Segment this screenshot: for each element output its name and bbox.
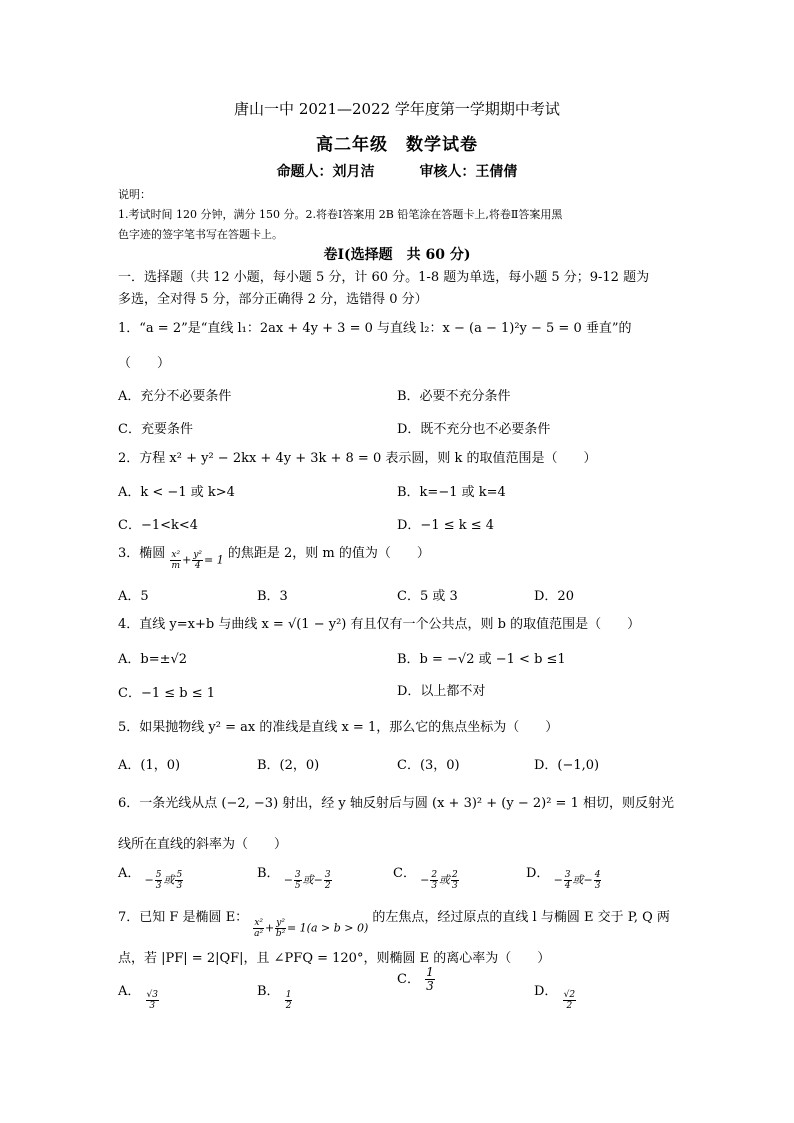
reviewer: 审核人：王倩倩 (419, 164, 518, 180)
question-6-option-c: C． − $\frac{2}{3}$ 或 $\frac{2}{3}$ (393, 866, 458, 891)
ellipse-e-equation: $\frac{\text{x²}}{\text{a²}}$ + $\frac{\text{y²}}{\text{b²}}$ = 1(a > b > 0) (254, 918, 369, 939)
question-1-stem: 1．“a = 2”是“直线 l₁：2ax + 4y + 3 = 0 与直线 l₂：x − (a − 1)²y − 5 = 0 垂直”的 (118, 321, 632, 336)
question-6-stem-2: 线所在直线的斜率为（ ） (118, 837, 288, 852)
question-5-option-c: C．(3，0) (397, 758, 460, 773)
question-1-option-c: C．充要条件 (118, 422, 193, 437)
question-6-option-b: B． − $\frac{3}{5}$ 或− $\frac{3}{2}$ (257, 866, 331, 891)
question-3-option-a: A．5 (118, 589, 149, 604)
question-4-option-b: B．b = −√2 或 −1 < b ≤1 (397, 652, 566, 667)
question-2-option-c: C．−1<k<4 (118, 518, 199, 533)
question-4-stem: 4．直线 y=x+b 与曲线 x = √(1 − y²) 有且仅有一个公共点，则 b 的取值范围是（ ） (118, 617, 641, 632)
question-5-stem: 5．如果抛物线 y² = ax 的准线是直线 x = 1，那么它的焦点坐标为（ ） (118, 720, 559, 735)
question-6-stem: 6．一条光线从点 (−2, −3) 射出，经 y 轴反射后与圆 (x + 3)² + (y − 2)² = 1 相切，则反射光 (118, 796, 674, 811)
question-3-option-c: C．5 或 3 (397, 589, 458, 604)
question-1-option-b: B．必要不充分条件 (397, 389, 511, 404)
question-3-stem: 3．椭圆 $\frac{\text{x²}}{m}$ + $\frac{\text{y²}}{4}$ = 1 的焦距是 2，则 m 的值为（ ） (118, 546, 430, 571)
question-7-option-c: C． $\frac{1}{3}$ (397, 965, 434, 993)
question-2-stem: 2．方程 x² + y² − 2kx + 4y + 3k + 8 = 0 表示圆，则 k 的取值范围是（ ） (118, 451, 597, 466)
question-7-option-b: B． $\frac{1}{2}$ (257, 984, 292, 1011)
question-1-option-a: A．充分不必要条件 (118, 389, 232, 404)
question-7-option-d: D． $\frac{√2}{2}$ (534, 984, 576, 1011)
question-5-option-d: D．(−1,0) (534, 758, 600, 773)
question-2-option-a: A．k < −1 或 k>4 (118, 485, 235, 500)
question-7-stem: 7．已知 F 是椭圆 E： $\frac{\text{x²}}{\text{a²}}$ + $\frac{\text{y²}}{\text{b²}}$ = 1(a > b > 0) 的左焦点，经过原点的直线 l 与椭圆 E 交于 P, Q 两 (118, 910, 670, 939)
section-intro-1: 一．选择题（共 12 小题，每小题 5 分，计 60 分。1-8 题为单选，每小题 5 分；9-12 题为 (118, 270, 650, 285)
question-3-option-d: D．20 (534, 589, 574, 604)
notes-label: 说明： (118, 188, 151, 201)
question-1-option-d: D．既不充分也不必要条件 (397, 422, 551, 437)
question-5-option-a: A．(1，0) (118, 758, 181, 773)
question-5-option-b: B．(2，0) (257, 758, 320, 773)
question-2-option-d: D．−1 ≤ k ≤ 4 (397, 518, 495, 533)
ellipse-equation: $\frac{\text{x²}}{m}$ + $\frac{\text{y²}}{4}$ = 1 (171, 550, 224, 571)
exam-authors (0, 161, 794, 181)
question-7-stem-2: 点，若 |PF| = 2|QF|，且 ∠PFQ = 120°，则椭圆 E 的离心率为（ ） (118, 951, 551, 966)
question-6-option-a: A． − $\frac{5}{3}$ 或 $\frac{5}{3}$ (118, 866, 183, 891)
question-3-option-b: B．3 (257, 589, 288, 604)
notes-line-1: 1.考试时间 120 分钟，满分 150 分。2.将卷Ⅰ答案用 2B 铅笔涂在答题卡上,将卷Ⅱ答案用黑 (118, 208, 563, 221)
section-intro-2: 多选，全对得 5 分，部分正确得 2 分，选错得 0 分） (118, 292, 428, 307)
exam-subtitle: 高二年级 数学试卷 (316, 135, 478, 155)
exam-title: 唐山一中 2021—2022 学年度第一学期期中考试 (234, 100, 560, 118)
question-2-option-b: B．k=−1 或 k=4 (397, 485, 506, 500)
question-4-option-a: A．b=±√2 (118, 652, 188, 667)
question-1-stem-2: （ ） (118, 356, 171, 371)
author: 命题人：刘月洁 (276, 164, 375, 180)
question-6-option-d: D． − $\frac{3}{4}$ 或− $\frac{4}{3}$ (526, 866, 601, 891)
question-7-option-a: A． $\frac{√3}{3}$ (118, 984, 158, 1011)
question-4-option-d: D．以上都不对 (397, 684, 486, 699)
question-4-option-c: C．−1 ≤ b ≤ 1 (118, 686, 216, 701)
section-title: 卷Ⅰ(选择题 共 60 分) (323, 247, 471, 263)
notes-line-2: 色字迹的签字笔书写在答题卡上。 (118, 228, 283, 241)
